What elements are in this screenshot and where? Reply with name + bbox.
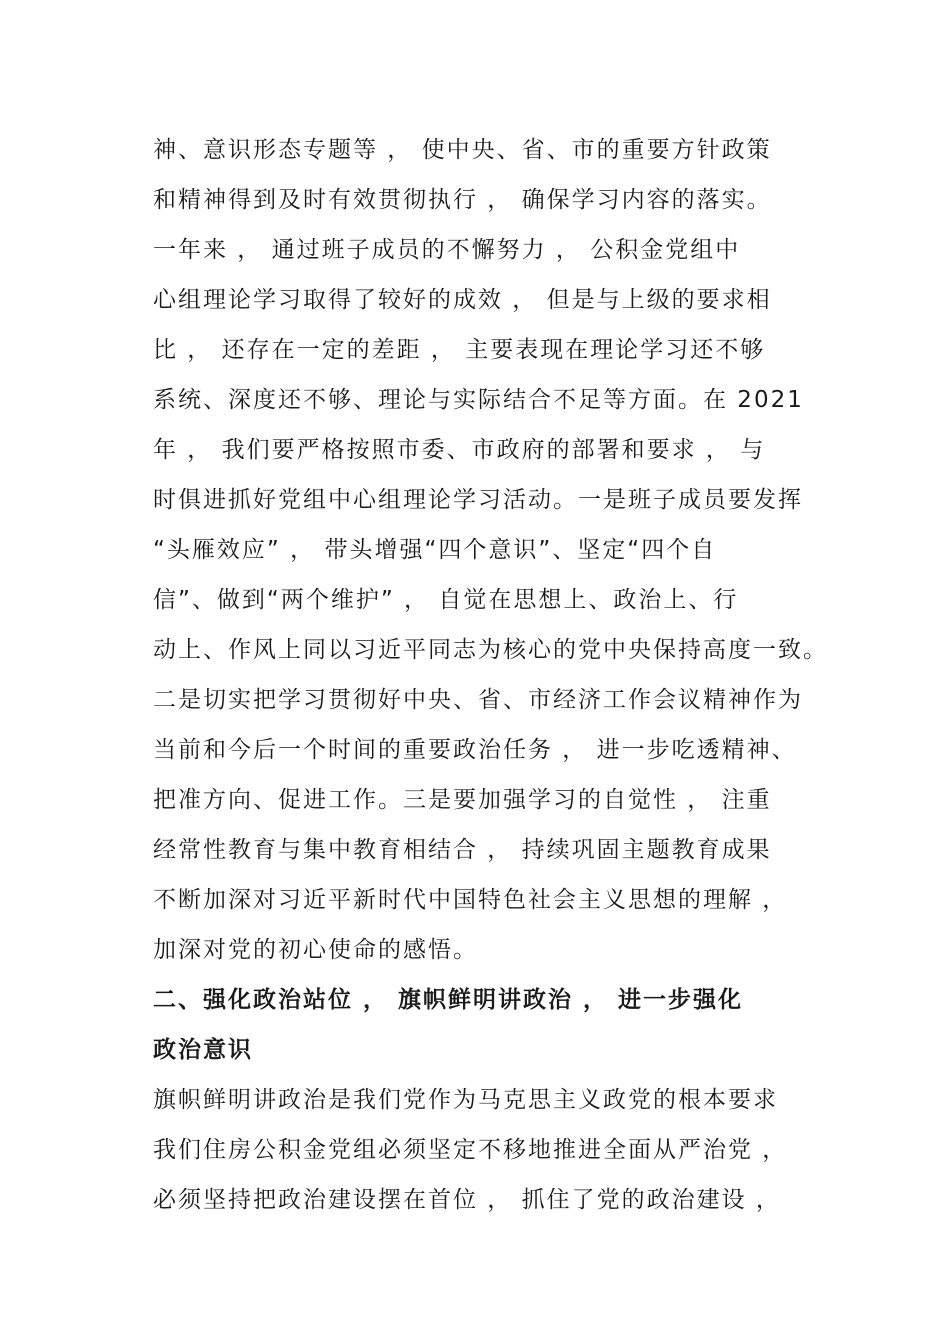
text-line-13: 当前和今后一个时间的重要政治任务 ， 进一步吃透精神、	[153, 737, 797, 763]
text-line-9: “头雁效应” ， 带头增强“四个意识”、坚定“四个自	[153, 537, 717, 563]
text-line-4: 心组理论学习取得了较好的成效 ， 但是与上级的要求相	[153, 287, 772, 313]
text-line-3: 一年来 ， 通过班子成员的不懈努力 ， 公积金党组中	[153, 237, 741, 263]
text-line-16: 不断加深对习近平新时代中国特色社会主义思想的理解 ，	[153, 887, 788, 913]
text-line-7: 年 ， 我们要严格按照市委、市政府的部署和要求 ， 与	[153, 437, 766, 463]
text-line-8: 时俱进抓好党组中心组理论学习活动。一是班子成员要发挥	[153, 487, 803, 513]
section-heading-line-1: 二、强化政治站位 ， 旗帜鲜明讲政治 ， 进一步强化	[153, 987, 744, 1013]
text-line-2: 和精神得到及时有效贯彻执行 ， 确保学习内容的落实。	[153, 187, 772, 213]
text-line-11: 动上、作风上同以习近平同志为核心的党中央保持高度一致。	[153, 637, 828, 663]
text-line-21: 我们住房公积金党组必须坚定不移地推进全面从严治党 ，	[153, 1137, 788, 1163]
text-line-14: 把准方向、促进工作。三是要加强学习的自觉性 ， 注重	[153, 787, 772, 813]
text-line-10: 信”、做到“两个维护” ， 自觉在思想上、政治上、行	[153, 587, 739, 613]
text-line-22: 必须坚持把政治建设摆在首位 ， 抓住了党的政治建设 ，	[153, 1187, 781, 1213]
text-line-20: 旗帜鲜明讲政治是我们党作为马克思主义政党的根本要求	[153, 1087, 778, 1113]
text-line-17: 加深对党的初心使命的感悟。	[153, 937, 478, 963]
text-line-6: 系统、深度还不够、理论与实际结合不足等方面。在 2021	[153, 387, 804, 413]
text-line-5: 比 ， 还存在一定的差距 ， 主要表现在理论学习还不够	[153, 337, 766, 363]
text-line-15: 经常性教育与集中教育相结合 ， 持续巩固主题教育成果	[153, 837, 772, 863]
text-line-12: 二是切实把学习贯彻好中央、省、市经济工作会议精神作为	[153, 687, 803, 713]
section-heading-line-2: 政治意识	[153, 1037, 253, 1063]
text-line-1: 神、意识形态专题等 ， 使中央、省、市的重要方针政策	[153, 137, 772, 163]
